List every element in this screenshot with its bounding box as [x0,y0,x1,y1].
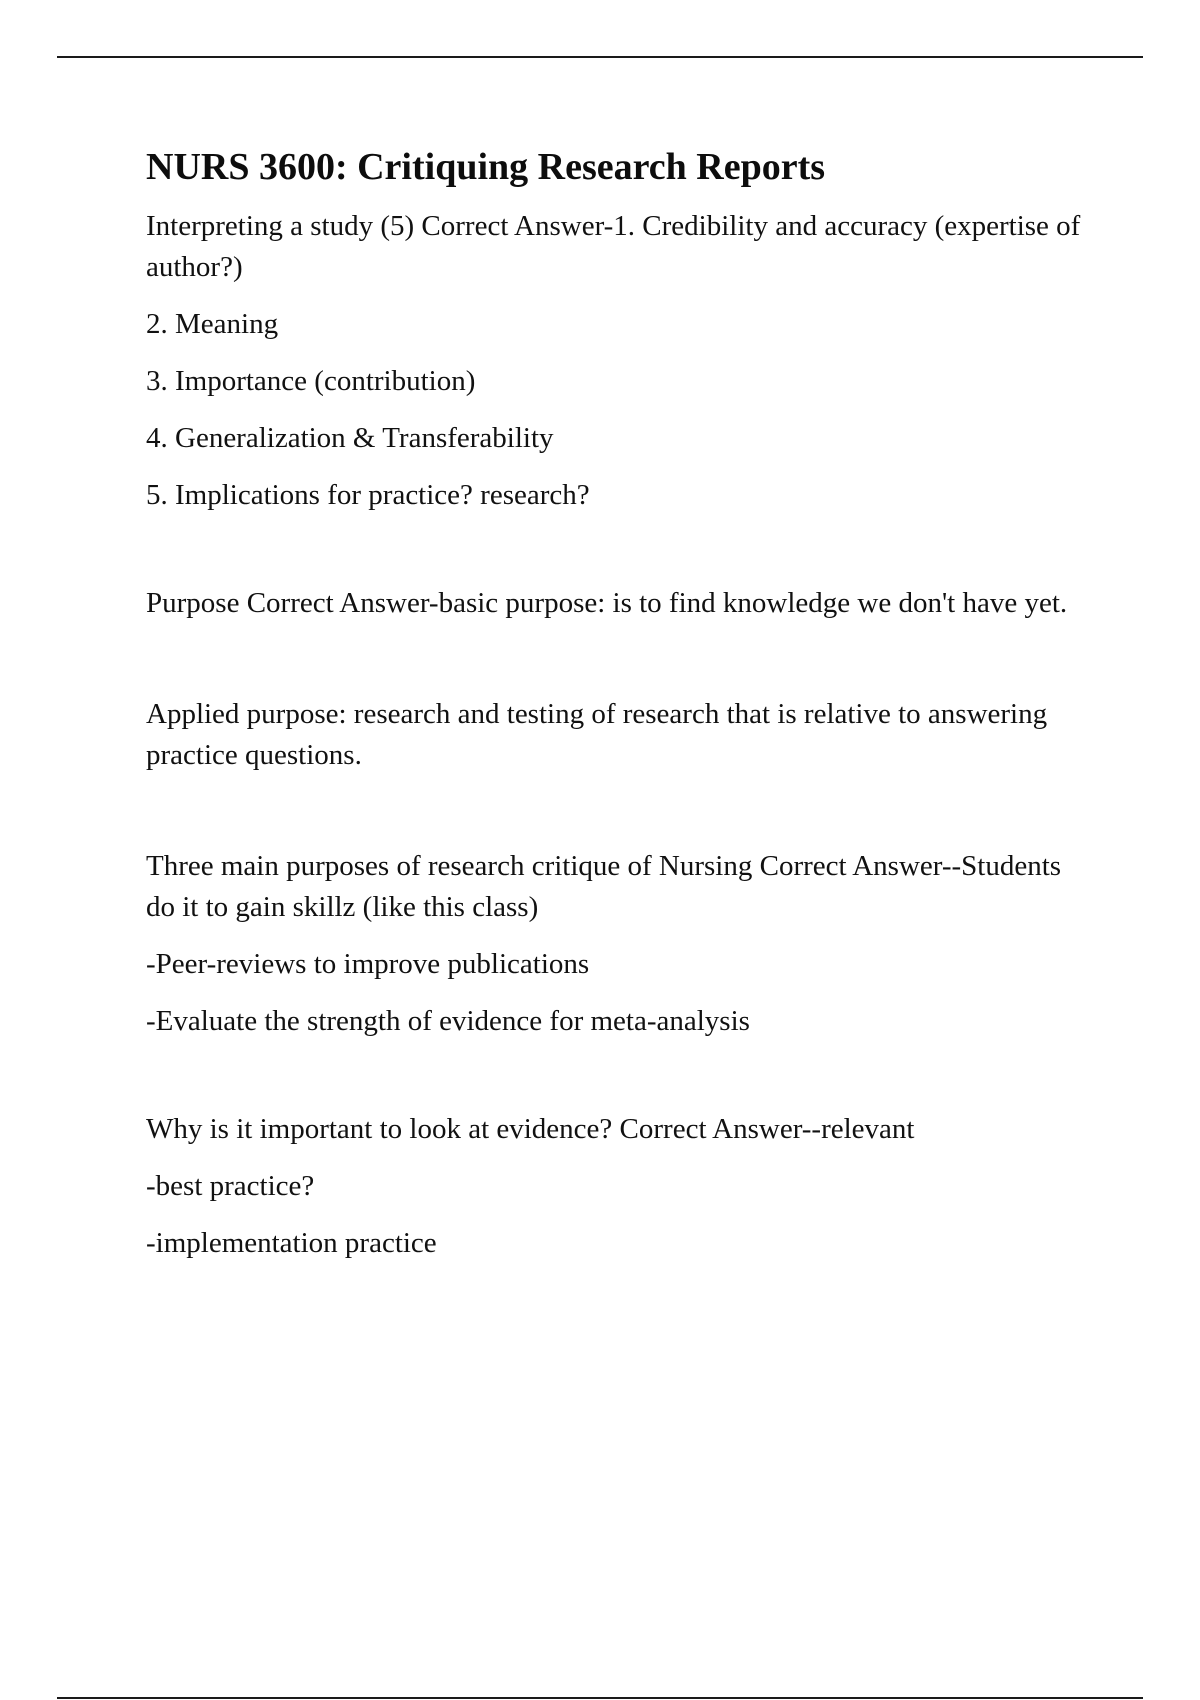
three-purposes-line-3: -Evaluate the strength of evidence for meta-analysis [146,1005,750,1037]
interpreting-study-line-2: 2. Meaning [146,308,279,340]
top-rule [57,56,1143,58]
purpose-paragraph: Purpose Correct Answer-basic purpose: is to find knowledge we don't have yet. [146,587,1068,619]
three-purposes-line-1: Three main purposes of research critique of Nursing Correct Answer--Students do it to gain skillz (like this class) [146,850,1062,923]
three-purposes-line-2: -Peer-reviews to improve publications [146,948,590,980]
interpreting-study-line-1: Interpreting a study (5) Correct Answer-1. Credibility and accuracy (expertise of author?) [146,210,1081,283]
interpreting-study-line-3: 3. Importance (contribution) [146,365,476,397]
document-body [146,142,1086,1264]
interpreting-study-line-5: 5. Implications for practice? research? [146,479,590,511]
evidence-line-2: -best practice? [146,1170,315,1202]
bottom-rule [57,1697,1143,1699]
evidence-line-1: Why is it important to look at evidence? Correct Answer--relevant [146,1113,915,1145]
evidence-line-3: -implementation practice [146,1227,437,1259]
document-title: NURS 3600: Critiquing Research Reports [146,146,826,188]
applied-purpose-paragraph: Applied purpose: research and testing of research that is relative to answering practice questions. [146,698,1048,771]
interpreting-study-line-4: 4. Generalization & Transferability [146,422,554,454]
